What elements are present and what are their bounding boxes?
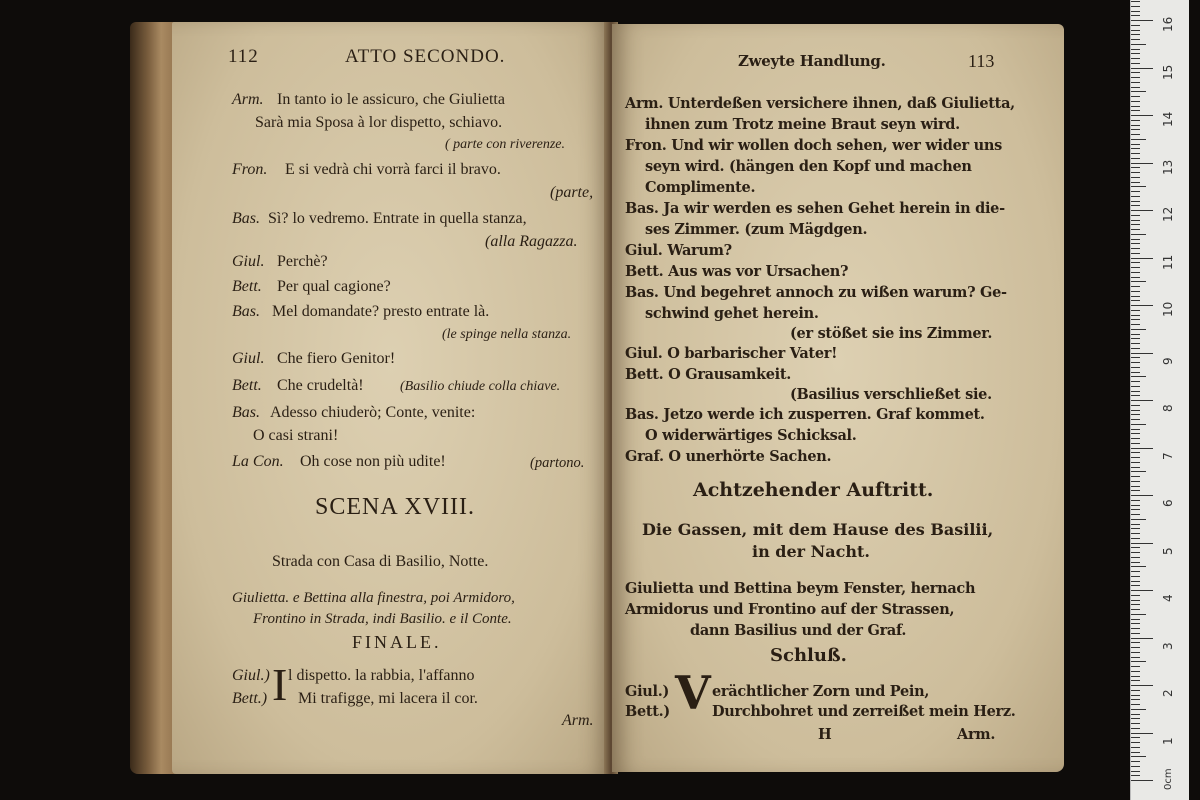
ruler-tick <box>1131 699 1140 700</box>
ruler-tick <box>1131 775 1140 776</box>
ruler-tick <box>1131 462 1140 463</box>
ruler-tick <box>1131 718 1140 719</box>
ruler-tick <box>1131 134 1140 135</box>
ruler-tick <box>1131 253 1140 254</box>
speaker: Giul. <box>232 253 265 270</box>
ruler-tick <box>1131 562 1140 563</box>
ruler-tick <box>1131 604 1140 605</box>
ruler-number: 4 <box>1161 594 1175 602</box>
ruler-tick <box>1131 600 1140 601</box>
ruler-tick <box>1131 733 1153 734</box>
catchword: Arm. <box>562 712 594 729</box>
ruler-tick <box>1131 96 1140 97</box>
verse-line: Giul. Warum? <box>625 242 732 259</box>
ruler-tick <box>1131 234 1146 235</box>
verse-line: seyn wird. (hängen den Kopf und machen <box>645 158 972 175</box>
verse-line: Sì? lo vedremo. Entrate in quella stanza, <box>268 210 527 227</box>
ruler-tick <box>1131 680 1140 681</box>
ruler-tick <box>1131 272 1140 273</box>
ruler-tick <box>1131 524 1140 525</box>
verse-line: Fron. Und wir wollen doch sehen, wer wider uns <box>625 137 1002 154</box>
speaker: Bett.) <box>232 690 268 707</box>
ruler-tick <box>1131 205 1140 206</box>
ruler-tick <box>1131 267 1140 268</box>
ruler-tick <box>1131 538 1140 539</box>
verse-line: E si vedrà chi vorrà farci il bravo. <box>285 161 501 178</box>
verse-line: Adesso chiuderò; Conte, venite: <box>270 404 476 421</box>
ruler-tick <box>1131 329 1146 330</box>
speaker: Bett. <box>232 278 262 295</box>
speaker: La Con. <box>232 453 284 470</box>
ruler-tick <box>1131 277 1140 278</box>
ruler-tick <box>1131 391 1140 392</box>
speaker: Giul. <box>232 350 265 367</box>
ruler-tick <box>1131 106 1140 107</box>
ruler-tick <box>1131 101 1140 102</box>
scene-setting: Strada con Casa di Basilio, Notte. <box>272 553 489 570</box>
ruler-tick <box>1131 125 1140 126</box>
speaker: Giul.) <box>625 683 670 700</box>
ruler-tick <box>1131 139 1146 140</box>
character-list-line: Armidorus und Frontino auf der Strassen, <box>625 601 955 618</box>
ruler-tick <box>1131 348 1140 349</box>
verse-line: Complimente. <box>645 179 756 196</box>
scene-title: SCENA XVIII. <box>315 494 475 520</box>
ruler-tick <box>1131 63 1140 64</box>
ruler-tick <box>1131 471 1146 472</box>
ruler-tick <box>1131 543 1153 544</box>
song-line: Durchbohret und zerreißet mein Herz. <box>712 703 1016 720</box>
ruler-tick <box>1131 419 1140 420</box>
ruler-tick <box>1131 581 1140 582</box>
ruler-tick <box>1131 167 1140 168</box>
ruler-number: 12 <box>1161 206 1175 222</box>
ruler-tick <box>1131 547 1140 548</box>
ruler-tick <box>1131 25 1140 26</box>
ruler-tick <box>1131 296 1140 297</box>
ruler-tick <box>1131 771 1140 772</box>
ruler-tick <box>1131 158 1140 159</box>
ruler-number: 8 <box>1161 404 1175 412</box>
ruler-tick <box>1131 386 1140 387</box>
ruler-tick <box>1131 120 1140 121</box>
ruler-tick <box>1131 628 1140 629</box>
ruler-tick <box>1131 153 1140 154</box>
ruler-tick <box>1131 362 1140 363</box>
ruler-tick <box>1131 467 1140 468</box>
ruler-tick <box>1131 324 1140 325</box>
ruler-tick <box>1131 129 1140 130</box>
ruler-tick <box>1131 609 1140 610</box>
ruler-tick <box>1131 429 1140 430</box>
verse-line: Perchè? <box>277 253 328 270</box>
ruler-tick <box>1131 262 1140 263</box>
ruler-tick <box>1131 638 1153 639</box>
ruler-tick <box>1131 410 1140 411</box>
ruler-tick <box>1131 334 1140 335</box>
speaker: Arm. <box>232 91 264 108</box>
ruler-tick <box>1131 110 1140 111</box>
ruler-tick <box>1131 747 1140 748</box>
ruler-tick <box>1131 714 1140 715</box>
ruler-tick <box>1131 186 1146 187</box>
ruler-tick <box>1131 642 1140 643</box>
ruler-tick <box>1131 676 1140 677</box>
ruler-tick <box>1131 737 1140 738</box>
stage-direction: (Basilius verschließet sie. <box>790 386 992 403</box>
ruler-tick <box>1131 661 1146 662</box>
ruler-tick <box>1131 248 1140 249</box>
ruler-tick <box>1131 486 1140 487</box>
ruler-tick <box>1131 395 1140 396</box>
drop-cap: I <box>272 659 288 710</box>
ruler-tick <box>1131 319 1140 320</box>
ruler-number: 1 <box>1161 736 1175 745</box>
ruler-tick <box>1131 495 1153 496</box>
ruler-tick <box>1131 30 1140 31</box>
ruler-tick <box>1131 300 1140 301</box>
verse-line: Bas. Jetzo werde ich zusperren. Graf kommet. <box>625 406 985 423</box>
ruler-tick <box>1131 220 1140 221</box>
ruler-number: 5 <box>1161 546 1175 555</box>
speaker: Giul.) <box>232 667 270 684</box>
ruler-tick <box>1131 77 1140 78</box>
ruler-tick <box>1131 552 1140 553</box>
ruler-tick <box>1131 343 1140 344</box>
left-page-number: 112 <box>228 46 259 67</box>
ruler-tick <box>1131 590 1153 591</box>
ruler-tick <box>1131 372 1140 373</box>
stage-direction: (er stößet sie ins Zimmer. <box>790 325 993 342</box>
song-line: Mi trafigge, mi lacera il cor. <box>298 690 478 707</box>
verse-line: O widerwärtiges Schicksal. <box>645 427 857 444</box>
left-page <box>172 22 610 774</box>
ruler-tick <box>1131 144 1140 145</box>
ruler-tick <box>1131 766 1140 767</box>
ruler-tick <box>1131 614 1146 615</box>
ruler-tick <box>1131 723 1140 724</box>
stage-direction: (alla Ragazza. <box>485 233 578 250</box>
ruler-tick <box>1131 148 1140 149</box>
verse-line: Bas. Ja wir werden es sehen Gehet herein in die- <box>625 200 1005 217</box>
ruler-tick <box>1131 11 1140 12</box>
ruler-tick <box>1131 286 1140 287</box>
ruler-tick <box>1131 39 1140 40</box>
character-list-line: dann Basilius und der Graf. <box>690 622 907 639</box>
ruler-tick <box>1131 623 1140 624</box>
ruler-tick <box>1131 519 1146 520</box>
ruler-tick <box>1131 780 1153 781</box>
ruler-tick <box>1131 671 1140 672</box>
ruler-number: 16 <box>1161 16 1175 32</box>
ruler-tick <box>1131 87 1140 88</box>
ruler-tick <box>1131 571 1140 572</box>
ruler-tick <box>1131 210 1153 211</box>
ruler-number: 3 <box>1161 641 1175 650</box>
ruler-tick <box>1131 243 1140 244</box>
ruler-tick <box>1131 229 1140 230</box>
ruler-tick <box>1131 405 1140 406</box>
ruler-tick <box>1131 666 1140 667</box>
ruler-number: 7 <box>1161 451 1175 460</box>
ruler-tick <box>1131 291 1140 292</box>
character-list-line: Giulietta. e Bettina alla finestra, poi Armidoro, <box>232 590 515 606</box>
ruler-tick <box>1131 633 1140 634</box>
speaker: Bett. <box>232 377 262 394</box>
song-line: l dispetto. la rabbia, l'affanno <box>288 667 475 684</box>
ruler-tick <box>1131 704 1140 705</box>
stage-direction: (Basilio chiude colla chiave. <box>400 379 561 394</box>
verse-line: Sarà mia Sposa à lor dispetto, schiavo. <box>255 114 503 131</box>
ruler-tick <box>1131 752 1140 753</box>
ruler-tick <box>1131 414 1140 415</box>
ruler-tick <box>1131 690 1140 691</box>
verse-line: Che crudeltà! <box>277 377 364 394</box>
ruler-tick <box>1131 310 1140 311</box>
speaker: Bas. <box>232 210 260 227</box>
finale-heading: Schluß. <box>770 645 847 666</box>
ruler-tick <box>1131 357 1140 358</box>
ruler-tick <box>1131 315 1140 316</box>
ruler-tick <box>1131 457 1140 458</box>
scene-title: Achtzehender Auftritt. <box>693 479 934 501</box>
speaker: Bas. <box>232 404 260 421</box>
ruler-tick <box>1131 424 1146 425</box>
ruler-tick <box>1131 448 1153 449</box>
catchword: Arm. <box>957 726 996 743</box>
ruler-tick <box>1131 557 1140 558</box>
signature-mark: H <box>818 726 832 743</box>
ruler-tick <box>1131 20 1153 21</box>
ruler-tick <box>1131 438 1140 439</box>
ruler-tick <box>1131 376 1146 377</box>
verse-line: Oh cose non più udite! <box>300 453 446 470</box>
ruler-tick <box>1131 201 1140 202</box>
ruler-number: 13 <box>1161 159 1175 175</box>
stage-direction: (le spinge nella stanza. <box>442 327 572 342</box>
ruler-tick <box>1131 58 1140 59</box>
song-line: erächtlicher Zorn und Pein, <box>712 683 930 700</box>
verse-line: Mel domandate? presto entrate là. <box>272 303 490 320</box>
verse-line: Giul. O barbarischer Vater! <box>625 345 838 362</box>
ruler-tick <box>1131 728 1140 729</box>
verse-line: O casi strani! <box>253 427 339 444</box>
ruler-tick <box>1131 115 1153 116</box>
verse-line: ihnen zum Trotz meine Braut seyn wird. <box>645 116 960 133</box>
ruler-tick <box>1131 82 1140 83</box>
verse-line: Che fiero Genitor! <box>277 350 396 367</box>
character-list-line: Frontino in Strada, indi Basilio. e il Conte. <box>253 611 512 627</box>
ruler-tick <box>1131 481 1140 482</box>
right-running-head: Zweyte Handlung. <box>738 52 886 70</box>
ruler-tick <box>1131 258 1153 259</box>
ruler-tick <box>1131 695 1140 696</box>
ruler-tick <box>1131 476 1140 477</box>
ruler-number: 15 <box>1161 64 1175 80</box>
ruler-tick <box>1131 500 1140 501</box>
verse-line: schwind gehet herein. <box>645 305 819 322</box>
ruler-tick <box>1131 566 1146 567</box>
verse-line: Graf. O unerhörte Sachen. <box>625 448 832 465</box>
ruler-tick <box>1131 585 1140 586</box>
ruler-tick <box>1131 400 1153 401</box>
ruler-number: 9 <box>1161 356 1175 365</box>
ruler-tick <box>1131 353 1153 354</box>
verse-line: ses Zimmer. (zum Mägdgen. <box>645 221 868 238</box>
verse-line: Bas. Und begehret annoch zu wißen warum? Ge- <box>625 284 1007 301</box>
speaker: Fron. <box>232 161 268 178</box>
ruler-tick <box>1131 619 1140 620</box>
ruler-tick <box>1131 49 1140 50</box>
ruler-tick <box>1131 224 1140 225</box>
ruler-tick <box>1131 657 1140 658</box>
ruler-tick <box>1131 433 1140 434</box>
ruler-tick <box>1131 367 1140 368</box>
character-list-line: Giulietta und Bettina beym Fenster, hernach <box>625 580 976 597</box>
ruler-tick <box>1131 533 1140 534</box>
ruler-tick <box>1131 239 1140 240</box>
ruler-tick <box>1131 34 1140 35</box>
verse-line: Bett. O Grausamkeit. <box>625 366 792 383</box>
ruler-tick <box>1131 182 1140 183</box>
stage-direction: ( parte con riverenze. <box>445 137 565 152</box>
ruler-tick <box>1131 338 1140 339</box>
ruler-tick <box>1131 1 1140 2</box>
ruler-tick <box>1131 652 1140 653</box>
ruler-tick <box>1131 452 1140 453</box>
ruler-tick <box>1131 381 1140 382</box>
stage-direction: (partono. <box>530 455 585 471</box>
ruler-tick <box>1131 509 1140 510</box>
ruler-number: 14 <box>1161 111 1175 127</box>
ruler-number: 2 <box>1161 689 1175 697</box>
ruler-tick <box>1131 761 1140 762</box>
measuring-ruler <box>1130 0 1189 800</box>
ruler-tick <box>1131 6 1140 7</box>
verse-line: Bett. Aus was vor Ursachen? <box>625 263 849 280</box>
speaker: Bett.) <box>625 703 670 720</box>
verse-line: Arm. Unterdeßen versichere ihnen, daß Giulietta, <box>625 95 1015 112</box>
ruler-tick <box>1131 756 1146 757</box>
ruler-tick <box>1131 191 1140 192</box>
stage-direction: (parte, <box>550 184 594 201</box>
ruler-tick <box>1131 172 1140 173</box>
scene-setting: Die Gassen, mit dem Hause des Basilii, <box>642 520 994 539</box>
speaker: Bas. <box>232 303 260 320</box>
finale-heading: FINALE. <box>352 632 442 652</box>
ruler-tick <box>1131 68 1153 69</box>
ruler-tick <box>1131 647 1140 648</box>
ruler-number: 6 <box>1161 499 1175 507</box>
ruler-tick <box>1131 685 1153 686</box>
ruler-tick <box>1131 44 1146 45</box>
ruler-tick <box>1131 490 1140 491</box>
ruler-tick <box>1131 177 1140 178</box>
ruler-tick <box>1131 505 1140 506</box>
ruler-tick <box>1131 514 1140 515</box>
ruler-tick <box>1131 709 1146 710</box>
ruler-tick <box>1131 443 1140 444</box>
ruler-tick <box>1131 53 1140 54</box>
ruler-tick <box>1131 576 1140 577</box>
ruler-tick <box>1131 595 1140 596</box>
ruler-tick <box>1131 528 1140 529</box>
ruler-tick <box>1131 163 1153 164</box>
ruler-tick <box>1131 15 1140 16</box>
right-page-number: 113 <box>968 51 995 71</box>
verse-line: In tanto io le assicuro, che Giulietta <box>277 91 505 108</box>
ruler-tick <box>1131 215 1140 216</box>
ruler-tick <box>1131 281 1146 282</box>
ruler-tick <box>1131 305 1153 306</box>
ruler-tick <box>1131 72 1140 73</box>
ruler-number: 11 <box>1161 254 1175 270</box>
ruler-number: 10 <box>1161 301 1175 317</box>
scene-setting: in der Nacht. <box>752 542 870 561</box>
ruler-unit: 0cm <box>1163 768 1174 790</box>
left-running-head: ATTO SECONDO. <box>345 46 506 67</box>
ruler-tick <box>1131 742 1140 743</box>
ruler-tick <box>1131 196 1140 197</box>
ruler-tick <box>1131 91 1146 92</box>
verse-line: Per qual cagione? <box>277 278 391 295</box>
drop-cap: V <box>675 666 711 720</box>
